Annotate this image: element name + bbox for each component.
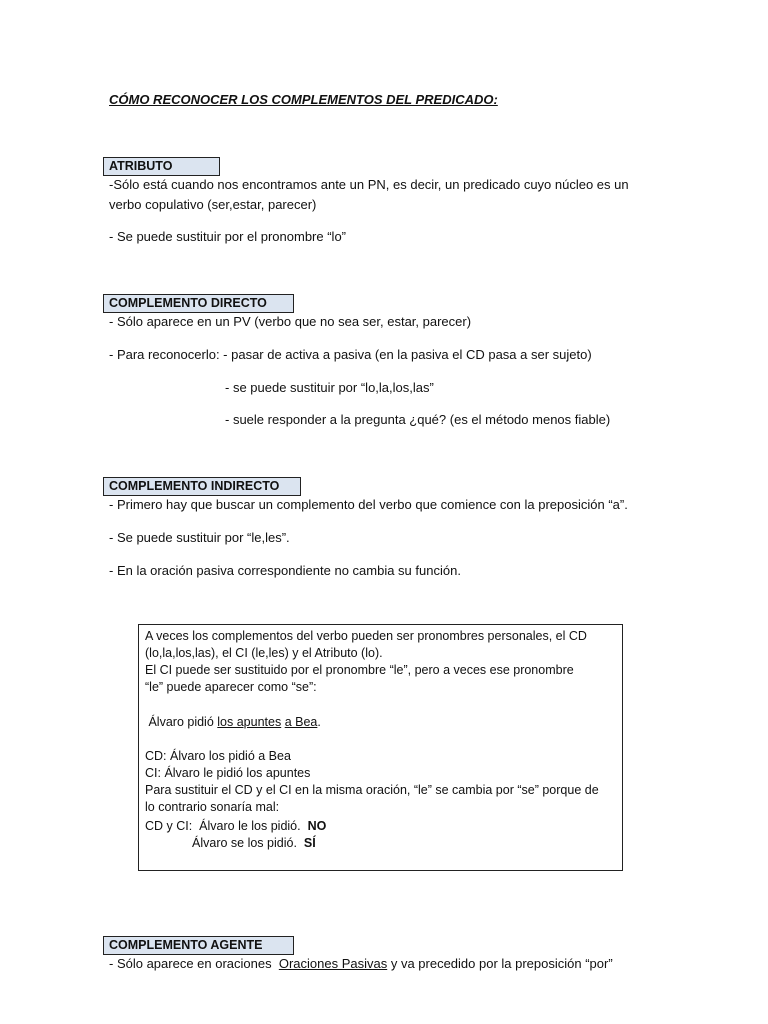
example-period: . xyxy=(317,715,321,729)
box-line-ci: CI: Álvaro le pidió los apuntes xyxy=(145,766,311,780)
example-text: Álvaro pidió xyxy=(145,715,218,729)
box-line-4: “le” puede aparecer como “se”: xyxy=(145,680,317,694)
no-mark: NO xyxy=(307,819,327,833)
atributo-line-3: - Se puede sustituir por el pronombre “lo” xyxy=(109,229,347,244)
agente-text-c: y va precedido por la preposición “por” xyxy=(387,956,613,971)
box-line-cdci-si xyxy=(192,836,316,850)
section-label-ci: COMPLEMENTO INDIRECTO xyxy=(103,477,301,496)
box-line-cd: CD: Álvaro los pidió a Bea xyxy=(145,749,291,763)
cdci-right-text: Álvaro se los pidió. xyxy=(192,836,304,850)
atributo-line-2: verbo copulativo (ser,estar, parecer) xyxy=(109,197,317,212)
agente-underlined: Oraciones Pasivas xyxy=(278,956,388,971)
box-line-2: (lo,la,los,las), el CI (le,les) y el Atributo (lo). xyxy=(145,646,383,660)
box-line-3: El CI puede ser sustituido por el pronombre “le”, pero a veces ese pronombre xyxy=(145,663,574,677)
agente-text-a: - Sólo aparece en oraciones xyxy=(109,956,279,971)
cd-line-1: - Sólo aparece en un PV (verbo que no sea ser, estar, parecer) xyxy=(109,314,472,329)
cd-line-4: - suele responder a la pregunta ¿qué? (es el método menos fiable) xyxy=(225,412,611,427)
ci-line-1: - Primero hay que buscar un complemento del verbo que comience con la preposición “a”. xyxy=(109,497,628,512)
si-mark: SÍ xyxy=(303,836,316,850)
example-ci-underlined: a Bea xyxy=(284,715,318,729)
section-label-agente: COMPLEMENTO AGENTE xyxy=(103,936,294,955)
page-title: CÓMO RECONOCER LOS COMPLEMENTOS DEL PREDICADO: xyxy=(109,92,498,107)
cd-line-2: - Para reconocerlo: - pasar de activa a pasiva (en la pasiva el CD pasa a ser sujeto) xyxy=(109,347,592,362)
example-cd-underlined: los apuntes xyxy=(217,715,282,729)
cd-line-3: - se puede sustituir por “lo,la,los,las” xyxy=(225,380,434,395)
box-line-8: Para sustituir el CD y el CI en la misma oración, “le” se cambia por “se” porque de xyxy=(145,783,599,797)
box-example-sentence xyxy=(145,715,321,729)
atributo-line-1: -Sólo está cuando nos encontramos ante un PN, es decir, un predicado cuyo núcleo es un xyxy=(109,177,629,192)
section-label-cd: COMPLEMENTO DIRECTO xyxy=(103,294,294,313)
agente-line-1 xyxy=(109,956,613,971)
pronoun-note-box xyxy=(138,624,623,871)
section-label-atributo: ATRIBUTO xyxy=(103,157,220,176)
ci-line-2: - Se puede sustituir por “le,les”. xyxy=(109,530,290,545)
box-line-1: A veces los complementos del verbo pueden ser pronombres personales, el CD xyxy=(145,629,587,643)
box-line-cdci-no xyxy=(145,819,326,833)
box-line-9: lo contrario sonaría mal: xyxy=(145,800,280,814)
ci-line-3: - En la oración pasiva correspondiente no cambia su función. xyxy=(109,563,461,578)
cdci-wrong-text: CD y CI: Álvaro le los pidió. xyxy=(145,819,308,833)
